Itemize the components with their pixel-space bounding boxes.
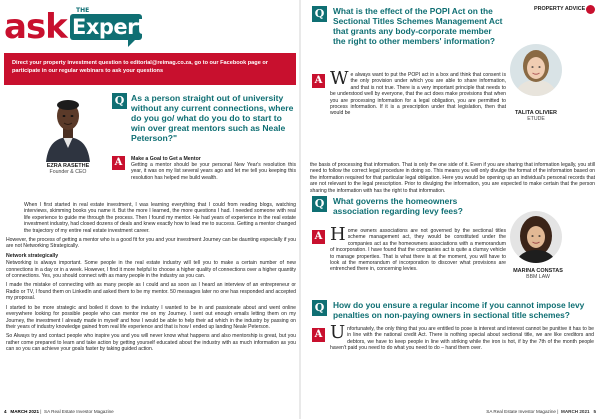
submit-question-banner: Direct your property investment question to editorial@reimag.co.za, go to our Facebook page or participate in our regular webinars to ask your questions	[4, 53, 296, 85]
answer-badge: A	[312, 74, 325, 88]
answer-intro	[131, 156, 296, 184]
body-paragraph: Networking is always important. Some people in the real estate industry will tell you to make a certain number of new connections in a day or in a week. However, I find it more helpful to choose a higher quality of connections over a higher quantity of connections. Yes, you should connect with as many people in the industry as you can.	[6, 260, 296, 280]
page-gutter	[299, 0, 301, 419]
drop-cap: W	[330, 68, 349, 89]
question-badge: Q	[312, 196, 327, 212]
logo-the: THE	[76, 7, 90, 14]
section-label: PROPERTY ADVICE	[534, 6, 586, 12]
footer-left: 4 MARCH 2021 | SA Real Estate Investor Magazine	[4, 409, 114, 414]
question-heading: What governs the homeowners association regarding levy fees?	[333, 196, 463, 216]
magazine-name: SA Real Estate Investor Magazine	[486, 409, 556, 414]
question-heading: What is the effect of the POPI Act on the Sectional Titles Schemes Management Act that grants any body-corporate member the right to other members' information?	[333, 6, 503, 46]
expert-name: EZRA RASETHE	[46, 163, 90, 169]
answer-body	[6, 202, 296, 356]
expert-name: TALITA OLIVIER	[514, 110, 558, 116]
drop-cap: U	[330, 322, 346, 343]
drop-cap: H	[330, 224, 346, 245]
expert-caption-marina	[500, 268, 576, 280]
expert-role: ETUDE	[527, 116, 545, 122]
answer-levy	[330, 224, 506, 273]
question-heading: How do you ensure a regular income if you cannot impose levy penalties on non-paying owners in sectional title schemes?	[333, 300, 585, 320]
subheading-goal: Make a Goal to Get a Mentor	[131, 156, 201, 162]
expert-portrait-ezra	[42, 90, 94, 162]
expert-name: MARINA CONSTAS	[513, 268, 563, 274]
body-paragraph: I made the mistake of connecting with as many people as I could and as soon as I heard an interview of an entrepreneur or Radio or TV, I found them on LinkedIn and asked them to be my mentor. 50 messages later no one has responded and accepted my proposal.	[6, 282, 296, 302]
subheading-network: Network strategically	[6, 252, 59, 259]
answer-badge: A	[112, 156, 125, 170]
answer-text: e always want to put the POPI act in a box and think that consent is the only provision under which you are able to share information, and that is not true. There is a very important principle that needs to be understood well by everyone, that the act does make provisions that when you are processing information for a legal obligation, you are permitted to process information. If it is a prescription under that legislation, then that would be	[330, 72, 506, 117]
expert-role: Founder & CEO	[49, 169, 87, 175]
answer-text: ome owners associations are not governed by the sectional titles scheme management act, they would be constituted under the companies act as the homeowners associations with a memorandum of incorporation. I have found that the companies act is quite a clumsy vehicle to manage properties. That is what there is at the moment, you will have to look at the memorandum of incorporation to discover what provisions are entrenched there in, concerning levies.	[330, 228, 506, 273]
page-number: 5	[593, 409, 596, 414]
answer-popi-continued: the basis of processing that information. That is only the one side of it. Even if you are sharing that information legally, you still need to follow the correct legal procedure in doing so. This means you will only divulge the format of the information based on the information required for that particular legal obligation. Here you would be opening up an individual's personal records that are not relevant to the legal prescription. Prior to divulging the information, you are expected to make certain that the person sharing the information with has the right to that information.	[310, 162, 595, 194]
expert-caption-talita	[506, 110, 566, 122]
page-number: 4	[4, 409, 7, 414]
expert-caption-ezra	[30, 163, 106, 175]
body-paragraph: However, the process of getting a mentor who is a good fit for you and your investment Journey can be daunting especially if you are not Networking Strategically.	[6, 237, 296, 250]
answer-popi	[330, 68, 506, 117]
footer-right: SA Real Estate Investor Magazine | MARCH 2021 5	[486, 409, 596, 414]
body-paragraph: I started to be more strategic and boiled it down to the industry I wanted to be in and passionate about and went online everywhere looking for possible people who can mentor me on my Journey. I sent out enough emails letting them on my Journey, the investment I already made in myself and how I would be able to help their ad which in the industry by passing on their years of industry knowledge gained from real life experience and that is how I ended up landing Neale Peterson.	[6, 304, 296, 330]
issue-date: MARCH 2021	[561, 409, 590, 414]
section-dot-icon	[586, 5, 595, 14]
answer-badge: A	[312, 230, 325, 244]
body-paragraph: So Always try and contact people who inspire you and you will never know what happens and also mentorship is great, but you rather come prepared to learn and take action by getting yourself educated about the industry with as much information as you can so you can achieve your goals faster by taking guided action.	[6, 333, 296, 353]
expert-role: BBM LAW	[526, 274, 550, 280]
logo-experts: Experts	[72, 15, 159, 39]
magazine-name: SA Real Estate Investor Magazine	[44, 409, 114, 414]
logo-ask: ask	[4, 7, 67, 47]
question-heading: As a person straight out of university without any current connections, where do you go/ what do you do to start to win over great mentors such as Neale Peterson?"	[131, 93, 294, 143]
answer-income	[330, 322, 594, 352]
question-badge: Q	[312, 6, 327, 22]
answer-badge: A	[312, 328, 325, 342]
ask-the-experts-logo	[4, 3, 159, 53]
issue-date: MARCH 2021	[10, 409, 39, 414]
expert-portrait-marina	[510, 210, 562, 266]
intro-paragraph: Getting a mentor should be your personal New Year's resolution this year, it was on my list several years ago and let me tell you keeping this resolution has helped me build wealth.	[131, 162, 296, 181]
body-paragraph: When I first started in real estate investment, I was learning everything that I could from reading blogs, watching interviews, skimming books you name it. But the more I learned, the more questions I had. I needed someone with real life experience to guide me through the process. Then I found my mentor. He had years of experience in the real estate investment industry, had closed dozens of deals and knew exactly how to lead me to success. Getting a mentor changed the trajectory of my entire real estate investment career.	[24, 202, 296, 234]
expert-portrait-talita	[510, 44, 562, 96]
question-badge: Q	[112, 93, 127, 109]
logo-speech-tail	[128, 39, 136, 47]
answer-text: nfortunately, the only thing that you are entitled to pose is interest and interest cannot be punitive it has to be in line with the national credit Act. There is nothing special about sectional title, we are like creditors and debtors, we have to keep people in line with striking while the iron is hot, if by the 7th of the month people haven't paid you need to do what you need to do – hand them over.	[330, 326, 594, 352]
question-badge: Q	[312, 300, 327, 316]
